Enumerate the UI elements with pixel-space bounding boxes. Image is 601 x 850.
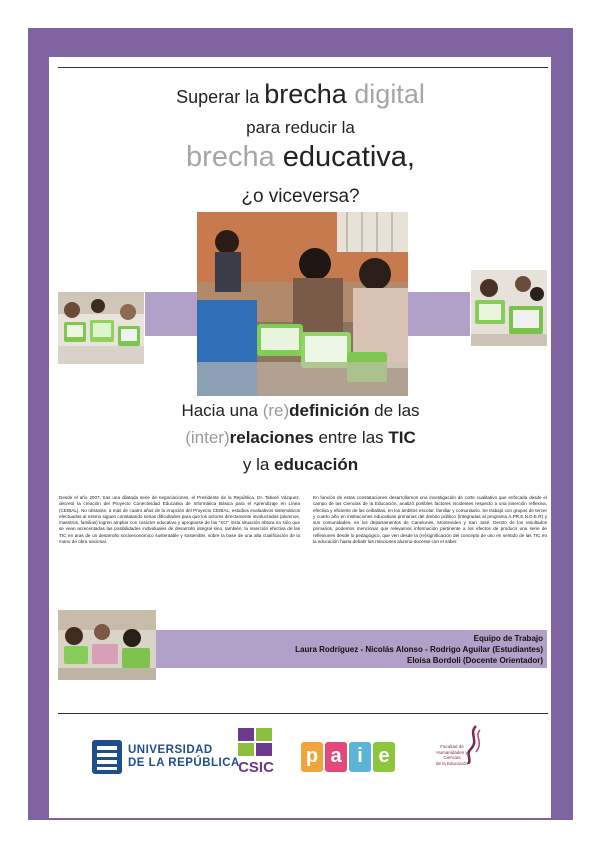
- subtitle-line-3: y la educación: [242, 455, 359, 474]
- bottom-rule: [58, 713, 548, 714]
- paie-logo: p a i e: [301, 742, 395, 778]
- subtitle-line-1: Hacia una (re)definición de las: [181, 401, 420, 420]
- title-line-2: para reducir la: [246, 118, 355, 137]
- fhce-logo: Facultad de Humanidades y Ciencias de la Educación: [430, 724, 490, 782]
- team-advisor: Eloísa Bordoli (Docente Orientador): [406, 656, 543, 665]
- subtitle-line-2: (inter)relaciones entre las TIC: [185, 428, 416, 447]
- body-text-left: Desde el año 2007, tras una dilatada serie de negociaciones, el Presidente de la República, Dr. Tabaré Vázquez, decretó la creación del Proyecto Conectividad Educativa de Informática Básica para el Aprendizaje en Línea (CEIBAL). No obstante, a más de cuatro años de la irrupción del Proyecto CEIBAL, estudios evaluativos sistemáticos efectuados al mismo siguen constatando serias dificultades para que los actores directamente involucrados (alumnos, maestros, familias) logren ampliar con carácter educativo y apropiarse de las "XO". Esta situación obtura no sólo que se vean acrecentadas las posibilidades individuales de desarrollo integral sino, también, la inserción efectiva de las TIC en aras de un desarrollo socioeconómico sustentable y sostenible, sobre la base de una alta cualificación de la mano de obra nacional.: [59, 495, 300, 545]
- classroom-photo-left: [58, 292, 144, 364]
- title-line-1: Superar la brecha digital: [176, 79, 425, 109]
- body-text-right: En función de estas constataciones desarrollamos una investigación de corte cualitativo que enfocada desde el campo de las Ciencias de la Educación, analizó posibles factores incidentes respecto a una inserción reflexiva, efectiva y eficiente de las ceibalitas, en los ámbitos escolar, familiar y comunitario. Se trabajó con grupos de tercer y cuarto año en instituciones educativas primarias del ámbito público (integradas al programa A.PR.E.N.D.E.R) y sus comunidades, en los departamentos de Canelones, Montevideo y San José. Dentro de los resultados primarios, podemos mencionar que relevamos información pertinente a los efectos de producir una serie de reflexiones desde lo pedagógico, que ven desde la (re)significación del concepto de uso en sentido de las TIC en la educación hasta debatir las relaciones alumno-docente con el saber.: [313, 495, 547, 545]
- team-heading: Equipo de Trabajo: [473, 634, 543, 643]
- udelar-logo: UNIVERSIDAD DE LA REPÚBLICA: [92, 738, 212, 778]
- title-line-3: brecha educativa,: [186, 141, 415, 173]
- classroom-photo-bottom: [58, 610, 156, 680]
- csic-logo: CSIC: [236, 728, 276, 780]
- team-students: Laura Rodríguez - Nicolás Alonso - Rodrigo Aguilar (Estudiantes): [295, 645, 543, 654]
- classroom-photo-right: [471, 270, 547, 346]
- top-rule: [58, 67, 548, 68]
- team-credits: [295, 633, 543, 666]
- title-line-4: ¿o viceversa?: [241, 186, 360, 207]
- classroom-photo-main: [197, 212, 408, 396]
